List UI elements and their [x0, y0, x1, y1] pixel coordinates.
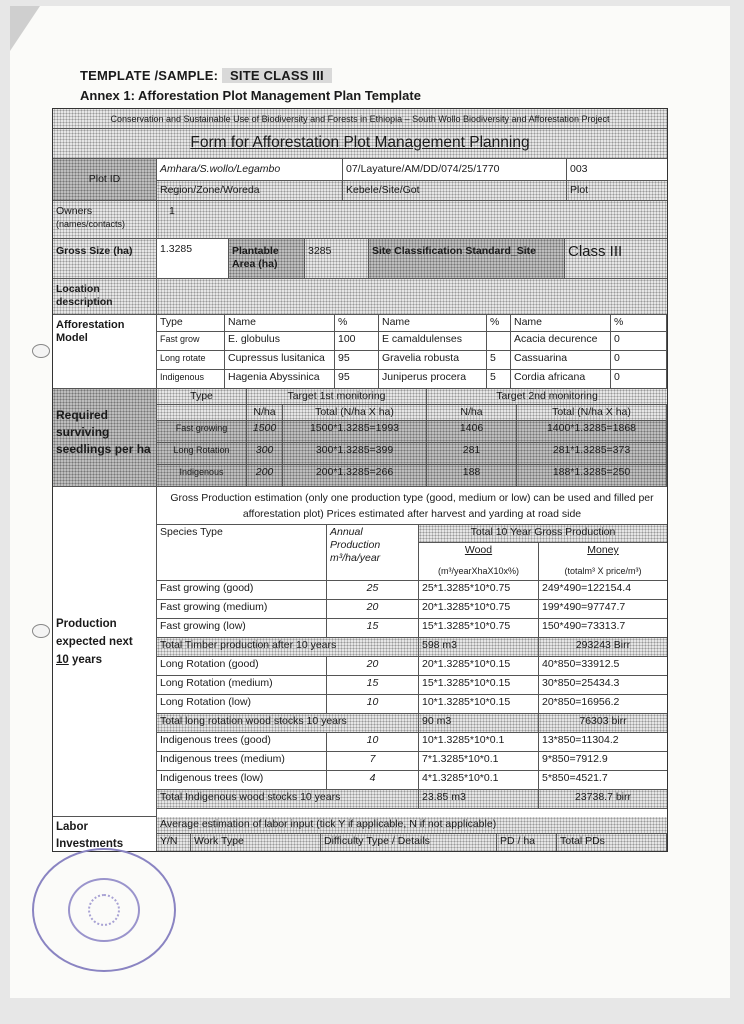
production-money: 9*850=7912.9 [539, 752, 667, 771]
owners-sublabel: (names/contacts) [56, 219, 126, 229]
model-cell: Hagenia Abyssinica [225, 370, 335, 389]
seedlings-cell: 200*1.3285=266 [283, 465, 427, 487]
model-cell: E camaldulenses [379, 332, 487, 351]
production-money: 20*850=16956.2 [539, 695, 667, 714]
production-wood: 25*1.3285*10*0.75 [419, 581, 539, 600]
production-annual: 20 [327, 600, 419, 619]
seedlings-type-header: Type [157, 389, 247, 405]
production-annual: 4 [327, 771, 419, 790]
model-cell: 95 [335, 370, 379, 389]
production-total-label: Total Indigenous wood stocks 10 years [157, 790, 419, 809]
site-class-tag: SITE CLASS III [222, 68, 332, 83]
model-cell: 100 [335, 332, 379, 351]
seedlings-subheader: N/ha [247, 405, 283, 421]
production-money: 199*490=97747.7 [539, 600, 667, 619]
money-formula: (totalm³ X price/m³) [564, 566, 642, 576]
labor-header: Difficulty Type / Details [321, 834, 497, 851]
seedlings-label: Required surviving seedlings per ha [53, 389, 157, 487]
seedlings-subheader: Total (N/ha X ha) [283, 405, 427, 421]
gross-size-value: 1.3285 [157, 239, 229, 279]
model-cell: 5 [487, 370, 511, 389]
location-label: Location description [53, 279, 157, 315]
model-cell: 0 [611, 351, 667, 370]
model-cell: Long rotate [157, 351, 225, 370]
model-cell: Indigenous [157, 370, 225, 389]
production-label-text: Production expected next [56, 618, 133, 648]
annex-title: Annex 1: Afforestation Plot Management Plan Template [80, 88, 421, 103]
model-cell: 95 [335, 351, 379, 370]
model-cell: Cupressus lusitanica [225, 351, 335, 370]
seedlings-subheader: N/ha [427, 405, 517, 421]
seedlings-cell: 281 [427, 443, 517, 465]
seedlings-subheader: Total (N/ha X ha) [517, 405, 667, 421]
production-money: 249*490=122154.4 [539, 581, 667, 600]
labor-header: Y/N [157, 834, 191, 851]
folded-corner [10, 6, 40, 51]
labor-header: Total PDs [557, 834, 667, 851]
labor-note: Average estimation of labor input (tick Y if applicable, N if not applicable) [157, 817, 667, 834]
species-type-header: Species Type [157, 525, 327, 581]
labor-header: PD / ha [497, 834, 557, 851]
labor-label: Labor Investments [53, 817, 157, 851]
production-total-money: 23738.7 birr [539, 790, 667, 809]
annual-production-header: Annual Production m³/ha/year [327, 525, 419, 581]
site-class-value: Class III [565, 239, 667, 279]
production-total-label: Total Timber production after 10 years [157, 638, 419, 657]
production-total-wood: 90 m3 [419, 714, 539, 733]
total-gross-header: Total 10 Year Gross Production [419, 525, 667, 543]
owners-label-cell [53, 201, 157, 239]
plantable-area-value: 3285 [305, 239, 369, 279]
seedlings-cell: 188*1.3285=250 [517, 465, 667, 487]
production-table [157, 525, 667, 817]
model-cell: Acacia decurence [511, 332, 611, 351]
production-wood: 10*1.3285*10*0.1 [419, 733, 539, 752]
model-cell: Gravelia robusta [379, 351, 487, 370]
punch-hole [32, 344, 50, 358]
seedlings-cell: 1406 [427, 421, 517, 443]
location-value [157, 279, 667, 315]
production-species: Indigenous trees (low) [157, 771, 327, 790]
seedlings-cell: Long Rotation [157, 443, 247, 465]
seedlings-cell: 1400*1.3285=1868 [517, 421, 667, 443]
model-cell: 5 [487, 351, 511, 370]
labor-header: Work Type [191, 834, 321, 851]
production-species: Fast growing (good) [157, 581, 327, 600]
production-note: Gross Production estimation (only one production type (good, medium or low) can be used and filled per afforestation plot) Prices estimated after harvest and yarding at road side [157, 487, 667, 525]
stamp-emblem-icon [88, 894, 120, 926]
template-heading [80, 68, 332, 83]
production-money: 13*850=11304.2 [539, 733, 667, 752]
production-years-text: years [68, 654, 103, 666]
production-wood: 4*1.3285*10*0.1 [419, 771, 539, 790]
seedlings-cell: Fast growing [157, 421, 247, 443]
seedlings-cell: 300 [247, 443, 283, 465]
model-cell: Fast grow [157, 332, 225, 351]
seedlings-cell: 1500*1.3285=1993 [283, 421, 427, 443]
production-species: Long Rotation (low) [157, 695, 327, 714]
kebele-label: Kebele/Site/Got [343, 181, 567, 201]
afforestation-model-label: Afforestation Model [53, 315, 157, 389]
model-header: Name [511, 315, 611, 332]
seedlings-cell: Indigenous [157, 465, 247, 487]
wood-header [419, 543, 539, 581]
model-cell: 0 [611, 370, 667, 389]
production-total-money: 293243 Birr [539, 638, 667, 657]
punch-hole [32, 624, 50, 638]
production-annual: 10 [327, 733, 419, 752]
form-title: Form for Afforestation Plot Management Planning [53, 129, 667, 159]
production-species: Indigenous trees (good) [157, 733, 327, 752]
project-name: Conservation and Sustainable Use of Biodiversity and Forests in Ethiopia – South Wollo Biodiversity and Afforestation Project [53, 109, 667, 129]
production-wood: 20*1.3285*10*0.15 [419, 657, 539, 676]
production-species: Long Rotation (good) [157, 657, 327, 676]
production-wood: 7*1.3285*10*0.1 [419, 752, 539, 771]
production-wood: 15*1.3285*10*0.75 [419, 619, 539, 638]
labor-table [157, 834, 667, 851]
plot-label: Plot [567, 181, 667, 201]
owners-value: 1 [157, 201, 667, 239]
production-wood: 20*1.3285*10*0.75 [419, 600, 539, 619]
production-annual: 25 [327, 581, 419, 600]
plot-id-label: Plot ID [53, 159, 157, 201]
production-total-label: Total long rotation wood stocks 10 years [157, 714, 419, 733]
production-money: 150*490=73313.7 [539, 619, 667, 638]
model-cell: 0 [611, 332, 667, 351]
production-species: Indigenous trees (medium) [157, 752, 327, 771]
wood-label: Wood [464, 544, 493, 556]
model-header: Type [157, 315, 225, 332]
production-wood: 10*1.3285*10*0.15 [419, 695, 539, 714]
model-cell: Cordia africana [511, 370, 611, 389]
production-annual: 15 [327, 676, 419, 695]
production-money: 5*850=4521.7 [539, 771, 667, 790]
model-cell: Cassuarina [511, 351, 611, 370]
model-cell [487, 332, 511, 351]
target-1-header: Target 1st monitoring [247, 389, 427, 405]
production-species: Fast growing (low) [157, 619, 327, 638]
production-money: 30*850=25434.3 [539, 676, 667, 695]
model-table [157, 315, 667, 389]
template-label: TEMPLATE /SAMPLE: [80, 68, 219, 83]
model-cell: Juniperus procera [379, 370, 487, 389]
production-years-number: 10 [56, 654, 69, 666]
site-classification-label: Site Classification Standard_Site [369, 239, 565, 279]
model-header: % [335, 315, 379, 332]
target-2-header: Target 2nd monitoring [427, 389, 667, 405]
wood-formula: (m³/yearXhaX10x%) [437, 566, 520, 576]
production-species: Long Rotation (medium) [157, 676, 327, 695]
model-header: % [611, 315, 667, 332]
gross-size-label: Gross Size (ha) [53, 239, 157, 279]
production-annual: 20 [327, 657, 419, 676]
official-stamp [32, 848, 176, 972]
production-wood: 15*1.3285*10*0.15 [419, 676, 539, 695]
region-value: Amhara/S.wollo/Legambo [157, 159, 343, 181]
production-species: Fast growing (medium) [157, 600, 327, 619]
money-header [539, 543, 667, 581]
seedlings-cell: 281*1.3285=373 [517, 443, 667, 465]
model-header: Name [379, 315, 487, 332]
production-total-wood: 23.85 m3 [419, 790, 539, 809]
region-label: Region/Zone/Woreda [157, 181, 343, 201]
production-money: 40*850=33912.5 [539, 657, 667, 676]
model-header: % [487, 315, 511, 332]
production-total-wood: 598 m3 [419, 638, 539, 657]
seedlings-cell: 1500 [247, 421, 283, 443]
plantable-area-label: Plantable Area (ha) [229, 239, 305, 279]
production-label [53, 487, 157, 817]
model-header: Name [225, 315, 335, 332]
money-label: Money [587, 544, 619, 556]
plot-value: 003 [567, 159, 667, 181]
production-total-money: 76303 birr [539, 714, 667, 733]
seedlings-table [157, 389, 667, 487]
kebele-value: 07/Layature/AM/DD/074/25/1770 [343, 159, 567, 181]
seedlings-cell: 300*1.3285=399 [283, 443, 427, 465]
stamp-inner-ring [68, 878, 140, 942]
seedlings-cell: 200 [247, 465, 283, 487]
model-cell: E. globulus [225, 332, 335, 351]
seedlings-blank [157, 405, 247, 421]
production-annual: 10 [327, 695, 419, 714]
seedlings-cell: 188 [427, 465, 517, 487]
owners-label: Owners [56, 205, 93, 217]
production-annual: 15 [327, 619, 419, 638]
production-annual: 7 [327, 752, 419, 771]
planning-form [52, 108, 668, 852]
